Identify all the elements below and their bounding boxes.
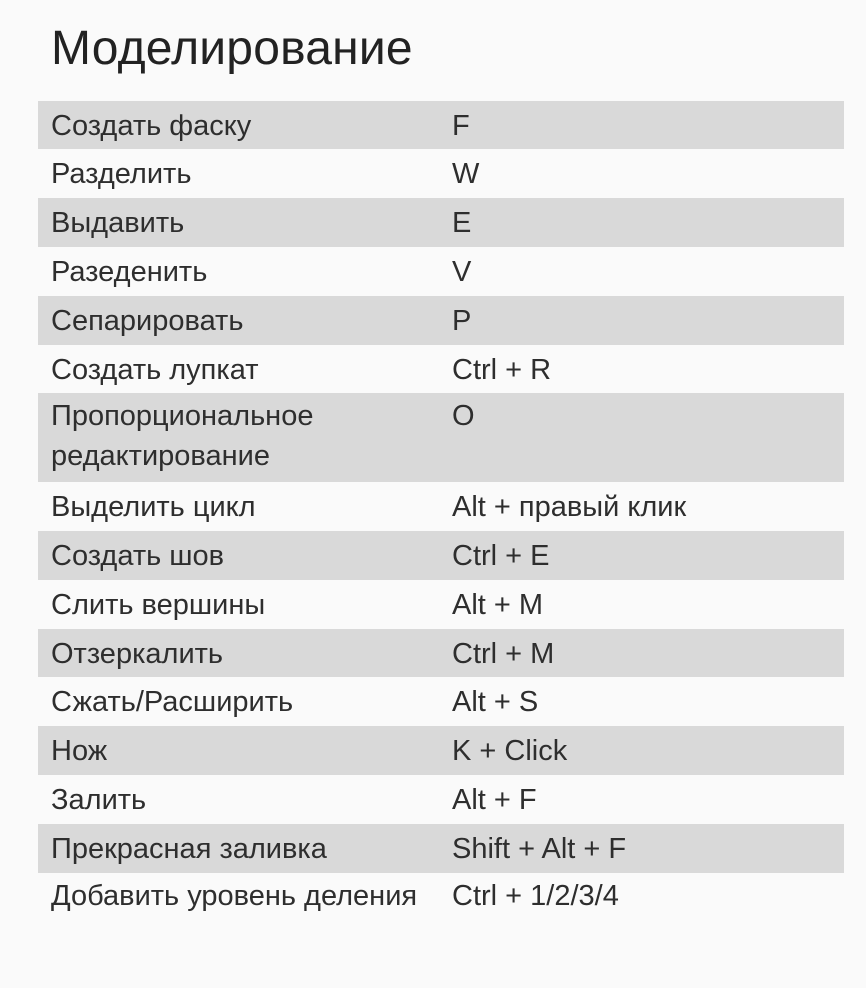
shortcut-cell: O bbox=[452, 400, 475, 432]
table-row bbox=[38, 824, 844, 873]
action-cell: Добавить уровень деления bbox=[51, 880, 418, 912]
table-row bbox=[38, 629, 844, 677]
table-row bbox=[38, 726, 844, 775]
table-row bbox=[38, 580, 844, 629]
shortcut-cell: Alt + F bbox=[452, 784, 537, 816]
table-row bbox=[38, 345, 844, 393]
table-row bbox=[38, 198, 844, 247]
action-cell: Разеденить bbox=[51, 256, 208, 288]
shortcut-cell: Alt + S bbox=[452, 686, 539, 718]
action-cell: Нож bbox=[51, 735, 108, 767]
page-title: Моделирование bbox=[51, 22, 413, 75]
action-cell: Создать лупкат bbox=[51, 354, 259, 386]
shortcut-cell: F bbox=[452, 110, 470, 142]
table-row bbox=[38, 149, 844, 198]
table-row bbox=[38, 873, 844, 962]
action-cell: Сепарировать bbox=[51, 305, 244, 337]
shortcut-cell: Ctrl + 1/2/3/4 bbox=[452, 880, 619, 912]
action-cell: Слить вершины bbox=[51, 589, 266, 621]
table-row bbox=[38, 531, 844, 580]
action-cell: Сжать/Расширить bbox=[51, 686, 294, 718]
action-cell: Создать шов bbox=[51, 540, 225, 572]
shortcut-cell: Alt + правый клик bbox=[452, 491, 687, 523]
action-cell: Залить bbox=[51, 784, 147, 816]
shortcut-cell: Alt + M bbox=[452, 589, 544, 621]
shortcut-cell: Shift + Alt + F bbox=[452, 833, 627, 865]
table-row bbox=[38, 775, 844, 824]
table-row bbox=[38, 247, 844, 296]
action-cell: Выдавить bbox=[51, 207, 185, 239]
table-row bbox=[38, 393, 844, 482]
shortcut-cell: Ctrl + E bbox=[452, 540, 550, 572]
shortcut-cell: P bbox=[452, 305, 472, 337]
shortcut-cell: E bbox=[452, 207, 472, 239]
action-cell: Прекрасная заливка bbox=[51, 833, 327, 865]
action-cell: Пропорциональное редактирование bbox=[51, 400, 314, 472]
action-cell: Выделить цикл bbox=[51, 491, 256, 523]
shortcut-cell: Ctrl + M bbox=[452, 638, 555, 670]
shortcuts-table bbox=[38, 101, 844, 962]
action-cell: Разделить bbox=[51, 158, 192, 190]
table-row bbox=[38, 101, 844, 149]
table-row bbox=[38, 482, 844, 531]
table-row bbox=[38, 296, 844, 345]
shortcut-cell: W bbox=[452, 158, 480, 190]
shortcut-cell: V bbox=[452, 256, 472, 288]
shortcut-cell: Ctrl + R bbox=[452, 354, 552, 386]
table-row bbox=[38, 677, 844, 726]
shortcut-cell: K + Click bbox=[452, 735, 568, 767]
action-cell: Создать фаску bbox=[51, 110, 252, 142]
action-cell: Отзеркалить bbox=[51, 638, 224, 670]
